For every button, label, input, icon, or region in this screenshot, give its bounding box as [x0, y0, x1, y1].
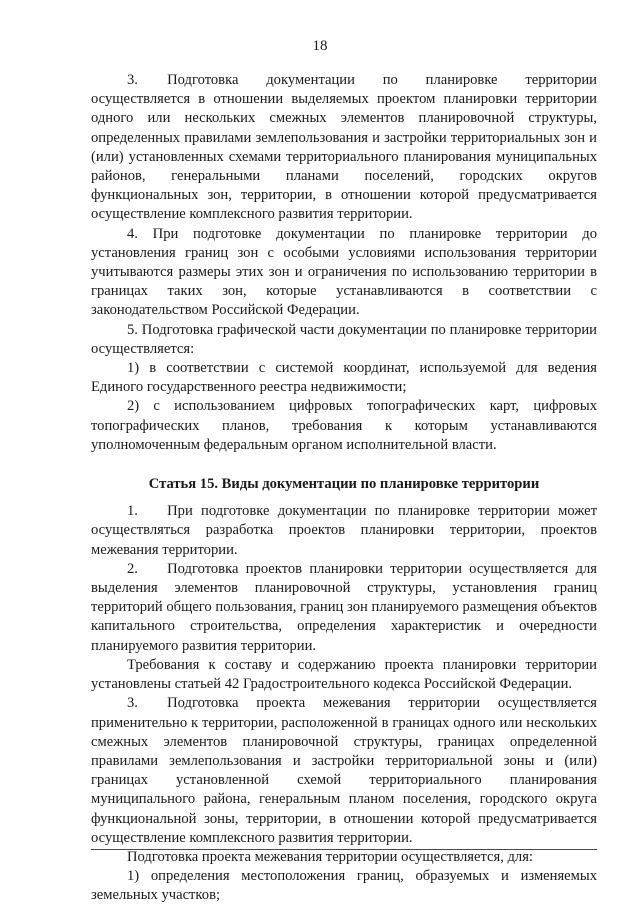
footer-divider — [91, 849, 597, 850]
article-paragraph-surveying-purpose: Подготовка проекта межевания территории осуществляется, для: — [127, 848, 533, 865]
article-paragraph-requirements: Требования к составу и содержанию проекта планировки территории установлены статьей 42 Градостроительного кодекса Российской Федерации. — [91, 656, 597, 693]
article-15-heading: Статья 15. Виды документации по планировке территории — [148, 476, 540, 493]
list-item-digital-maps: 2) с использованием цифровых топографических карт, цифровых топографических планов, требования к которым устанавливаются уполномоченным федеральным органом исполнительной власти. — [91, 398, 597, 453]
article-paragraph-1: 1. При подготовке документации по планировке территории может осуществляться разработка проектов планировки территории, проектов межевания территории. — [91, 503, 597, 558]
article-paragraph-3: 3. Подготовка проекта межевания территории осуществляется применительно к территории, расположенной в границах одного или нескольких смежных элементов планировочной структуры, границах определенной правилами землепользования и застройки территориальной зоны и (или) границах установленной схемой территориального планирования муниципального района, генеральным планом поселения, городского округа функциональной зоны, территории, в отношении которой предусматривается осуществление комплексного развития территории. — [91, 695, 597, 846]
paragraph-4-special-zones: 4. При подготовке документации по планировке территории до установления границ зон с особыми условиями использования территории учитываются размеры этих зон и ограничения по использованию территории в границах таких зон, которые устанавливаются в соответствии с законодательством Российской Федерации. — [91, 225, 597, 319]
page-number: 18 — [312, 38, 328, 54]
list-item-land-plot-boundaries: 1) определения местоположения границ, образуемых и изменяемых земельных участков; — [91, 868, 597, 904]
document-body — [91, 71, 597, 906]
paragraph-3-scope: 3. Подготовка документации по планировке территории осуществляется в отношении выделяемых проектом планировки территории одного или нескольких смежных элементов планировочной структуры, определенных правилами землепользования и застройки территориальных зон и (или) установленных схемами территориального планирования муниципальных районов, генеральными планами поселений, городских округов функциональных зон, территории, в отношении которой предусматривается осуществление комплексного развития территории. — [91, 72, 597, 223]
article-paragraph-2: 2. Подготовка проектов планировки территории осуществляется для выделения элементов планировочной структуры, установления границ территорий общего пользования, границ зон планируемого размещения объектов капитального строительства, определения характеристик и очередности планируемого развития территории. — [91, 560, 597, 654]
paragraph-5-graphic-part: 5. Подготовка графической части документации по планировке территории осуществляется: — [91, 321, 597, 357]
list-item-coordinate-system: 1) в соответствии с системой координат, используемой для ведения Единого государственного реестра недвижимости; — [91, 360, 597, 396]
